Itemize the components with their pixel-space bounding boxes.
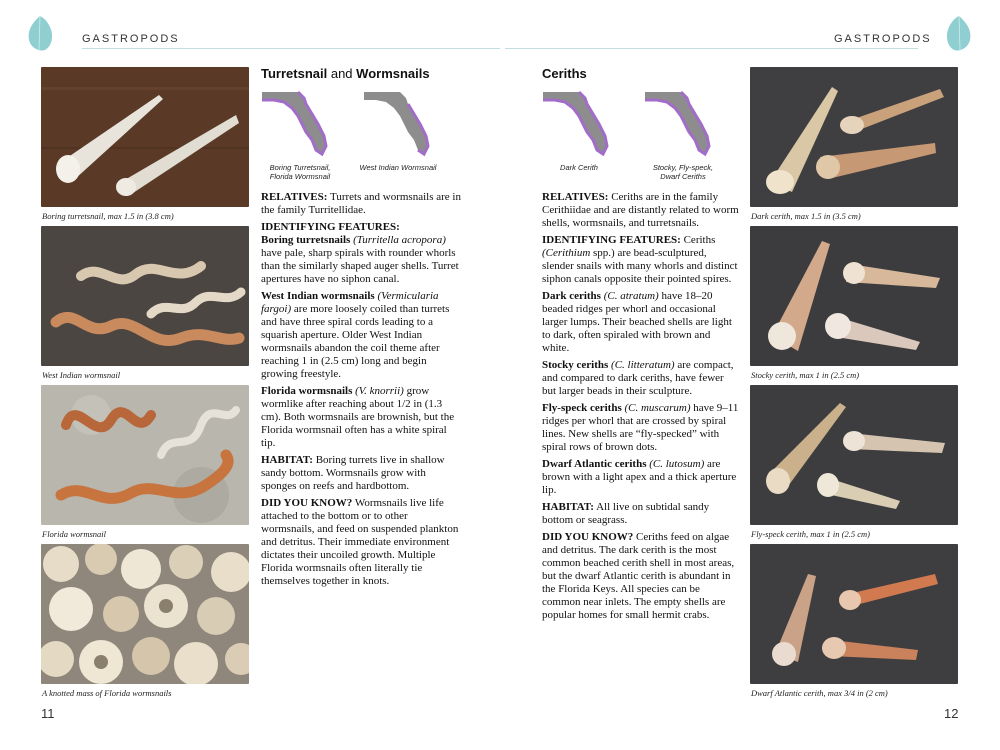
relatives-paragraph: RELATIVES: Turrets and wormsnails are in the family Turritellidae. [261, 191, 461, 216]
photo-caption: West Indian wormsnail [42, 370, 121, 380]
wormsnail-mass-photo [41, 544, 249, 684]
species-title: Ceriths [542, 66, 587, 81]
map-label: Dark Cerith [560, 163, 598, 172]
florida-paragraph: Florida wormsnails (V. knorrii) grow wormlike after reaching about 1/2 in (1.3 cm). Both wormsnails are brownish, but the Florida wormsnail often has a white spiral tip. [261, 385, 455, 449]
photo-caption: Florida wormsnail [42, 529, 106, 539]
running-head-left: GASTROPODS [82, 33, 180, 45]
relatives-paragraph: RELATIVES: Ceriths are in the family Cerithiidae and are distantly related to worm shells, wormsnails, and turretsnails. [542, 191, 739, 229]
flyspeck-cerith-photo [750, 385, 958, 525]
did-you-know-paragraph: DID YOU KNOW? Ceriths feed on algae and detritus. The dark cerith is the most common beached cerith shell in most areas, but the dwarf Atlantic cerith is abundant in the Florida Keys. All species can be common near inlets. The empty shells are popular homes for small hermit crabs. [542, 531, 735, 621]
dark-cerith-photo [750, 67, 958, 207]
did-you-know-paragraph: DID YOU KNOW? Wormsnails live life attached to the bottom or to other wormsnails, and feed on suspended plankton and detritus. Their immediate environment dictates their uncoiled growth. Multiple Florida wormsnails often literally tie themselves together in knots. [261, 497, 459, 587]
species-description [542, 191, 740, 626]
page-number: 11 [41, 706, 55, 721]
habitat-paragraph: HABITAT: All live on subtidal sandy bottom or seagrass. [542, 501, 710, 526]
photo-caption: Fly-speck cerith, max 1 in (2.5 cm) [751, 529, 870, 539]
photo-caption: Dwarf Atlantic cerith, max 3/4 in (2 cm) [751, 688, 888, 698]
dark-cerith-paragraph: Dark ceriths (C. atratum) have 18–20 beaded ridges per whorl and occasional larger lumps. Their beached shells are light to dark, often spiraled with brown and white. [542, 290, 732, 354]
header-rule-left [82, 48, 500, 49]
identifying-heading: IDENTIFYING FEATURES: [261, 221, 400, 233]
map-label: West Indian Wormsnail [359, 163, 437, 172]
stocky-cerith-paragraph: Stocky ceriths (C. litteratum) are compact, and compared to dark ceriths, have fewer but larger beads in their sculpture. [542, 359, 734, 397]
page-number: 12 [944, 706, 959, 721]
range-map-florida [541, 88, 613, 158]
map-label: Stocky, Fly-speck, Dwarf Ceriths [652, 163, 714, 181]
west-indian-paragraph: West Indian wormsnails (Vermicularia fargoi) are more loosely coiled than turrets and have three spiral cords leading to a squarish aperture. Older West Indian wormsnails abandon the coil theme after reaching 1 in (2.5 cm) long and begin growing freestyle. [261, 290, 450, 380]
boring-turretsnail-photo [41, 67, 249, 207]
header-rule-right [505, 48, 918, 49]
habitat-paragraph: HABITAT: Boring turrets live in shallow sandy bottom. Wormsnails grow with sponges on reefs and hardbottom. [261, 454, 445, 492]
shell-logo-icon [25, 14, 55, 54]
photo-caption: Dark cerith, max 1.5 in (3.5 cm) [751, 211, 861, 221]
west-indian-wormsnail-photo [41, 226, 249, 366]
range-map-florida [260, 88, 332, 158]
species-description [261, 191, 461, 592]
map-label: Boring Turretsnail, Florida Wormsnail [269, 163, 331, 181]
identifying-paragraph: IDENTIFYING FEATURES: Ceriths (Cerithium spp.) are bead-sculptured, slender snails with many whorls and distinct siphon canals opposite their pointed spires. [542, 234, 738, 285]
running-head-right: GASTROPODS [834, 33, 932, 45]
species-title: Turretsnail and Wormsnails [261, 66, 430, 81]
shell-logo-icon [944, 14, 974, 54]
dwarf-cerith-paragraph: Dwarf Atlantic ceriths (C. lutosum) are brown with a light apex and a thick aperture lip. [542, 458, 737, 496]
range-map-florida [643, 88, 715, 158]
photo-caption: A knotted mass of Florida wormsnails [42, 688, 172, 698]
stocky-cerith-photo [750, 226, 958, 366]
range-map-florida [362, 88, 434, 158]
photo-caption: Stocky cerith, max 1 in (2.5 cm) [751, 370, 860, 380]
florida-wormsnail-photo [41, 385, 249, 525]
boring-paragraph: Boring turretsnails (Turritella acropora) have pale, sharp spirals with rounder whorls than the similarly shaped auger shells. Turret apertures have no siphon canal. [261, 234, 459, 285]
flyspeck-cerith-paragraph: Fly-speck ceriths (C. muscarum) have 9–11 ridges per whorl that are crossed by spiral lines. New shells are “fly-specked” with spiral rows of brown dots. [542, 402, 739, 453]
photo-caption: Boring turretsnail, max 1.5 in (3.8 cm) [42, 211, 174, 221]
dwarf-atlantic-cerith-photo [750, 544, 958, 684]
